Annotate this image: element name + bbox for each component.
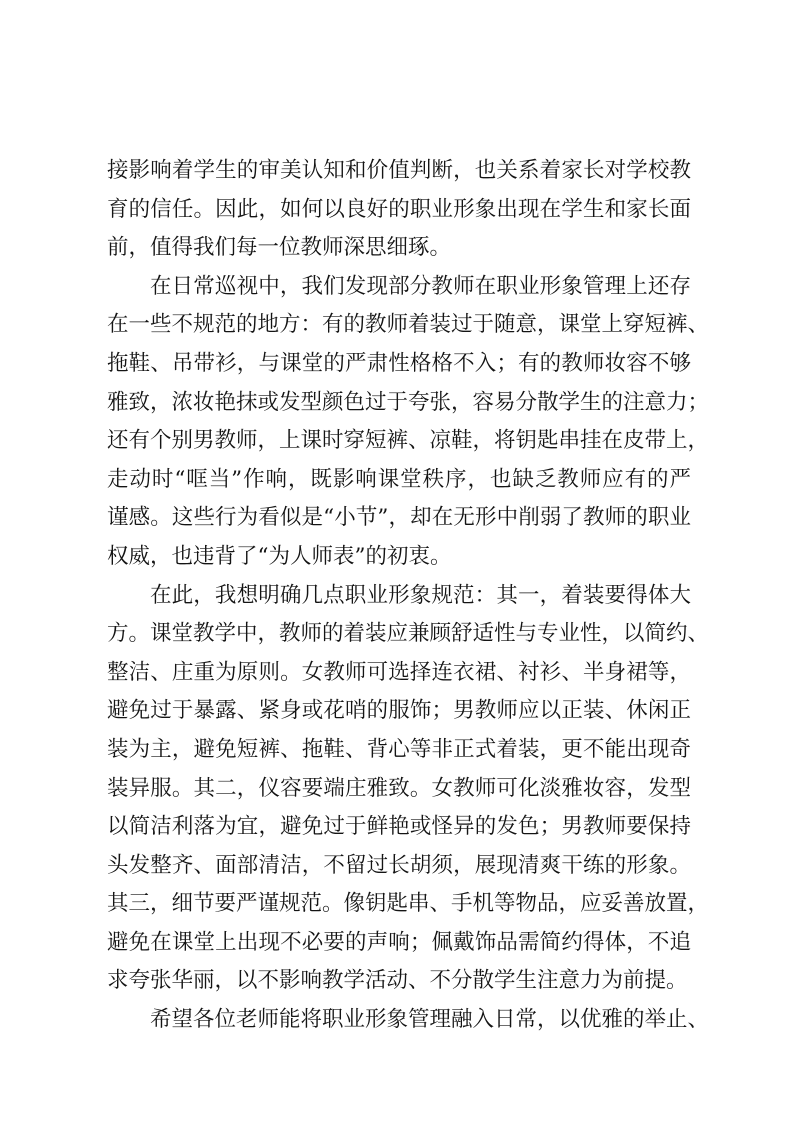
text-line: 避免过于暴露、紧身或花哨的服饰；男教师应以正装、休闲正 [107,698,691,724]
paragraph-1 [107,152,691,268]
text-line: 还有个别男教师，上课时穿短裤、凉鞋，将钥匙串挂在皮带上， [107,428,710,454]
paragraph-3 [107,577,710,1002]
text-line: 头发整齐、面部清洁，不留过长胡须，展现清爽干练的形象。 [107,852,691,878]
text-line: 在此，我想明确几点职业形象规范：其一，着装要得体大 [150,582,691,608]
text-line: 在日常巡视中，我们发现部分教师在职业形象管理上还存 [150,273,691,299]
paragraph-4 [107,1001,710,1040]
text-line: 方。课堂教学中，教师的着装应兼顾舒适性与专业性，以简约、 [107,621,710,647]
text-line: 前，值得我们每一位教师深思细琢。 [107,235,452,261]
text-line: 雅致，浓妆艳抹或发型颜色过于夸张，容易分散学生的注意力； [107,389,710,415]
body-text [107,152,710,1040]
text-line: 求夸张华丽，以不影响教学活动、不分散学生注意力为前提。 [107,968,688,994]
text-line: 装为主，避免短裤、拖鞋、背心等非正式着装，更不能出现奇 [107,736,691,762]
text-line: 希望各位老师能将职业形象管理融入日常，以优雅的举止、 [150,1007,710,1033]
text-line: 以简洁利落为宜，避免过于鲜艳或怪异的发色；男教师要保持 [107,814,691,840]
text-line: 其三，细节要严谨规范。像钥匙串、手机等物品，应妥善放置， [107,891,710,917]
paragraph-2 [107,268,710,577]
text-line: 谨感。这些行为看似是“小节”，却在无形中削弱了教师的职业 [107,505,691,531]
text-line: 走动时“哐当”作响，既影响课堂秩序，也缺乏教师应有的严 [107,466,691,492]
text-line: 装异服。其二，仪容要端庄雅致。女教师可化淡雅妆容，发型 [107,775,691,801]
text-line: 接影响着学生的审美认知和价值判断，也关系着家长对学校教 [107,158,691,183]
text-line: 在一些不规范的地方：有的教师着装过于随意，课堂上穿短裤、 [107,312,710,338]
text-line: 避免在课堂上出现不必要的声响；佩戴饰品需简约得体，不追 [107,929,691,955]
text-line: 整洁、庄重为原则。女教师可选择连衣裙、衬衫、半身裙等， [107,659,691,685]
text-line: 育的信任。因此，如何以良好的职业形象出现在学生和家长面 [107,196,691,222]
text-line: 权威，也违背了“为人师表”的初衷。 [107,543,452,569]
text-line: 拖鞋、吊带衫，与课堂的严肃性格格不入；有的教师妆容不够 [107,350,691,376]
